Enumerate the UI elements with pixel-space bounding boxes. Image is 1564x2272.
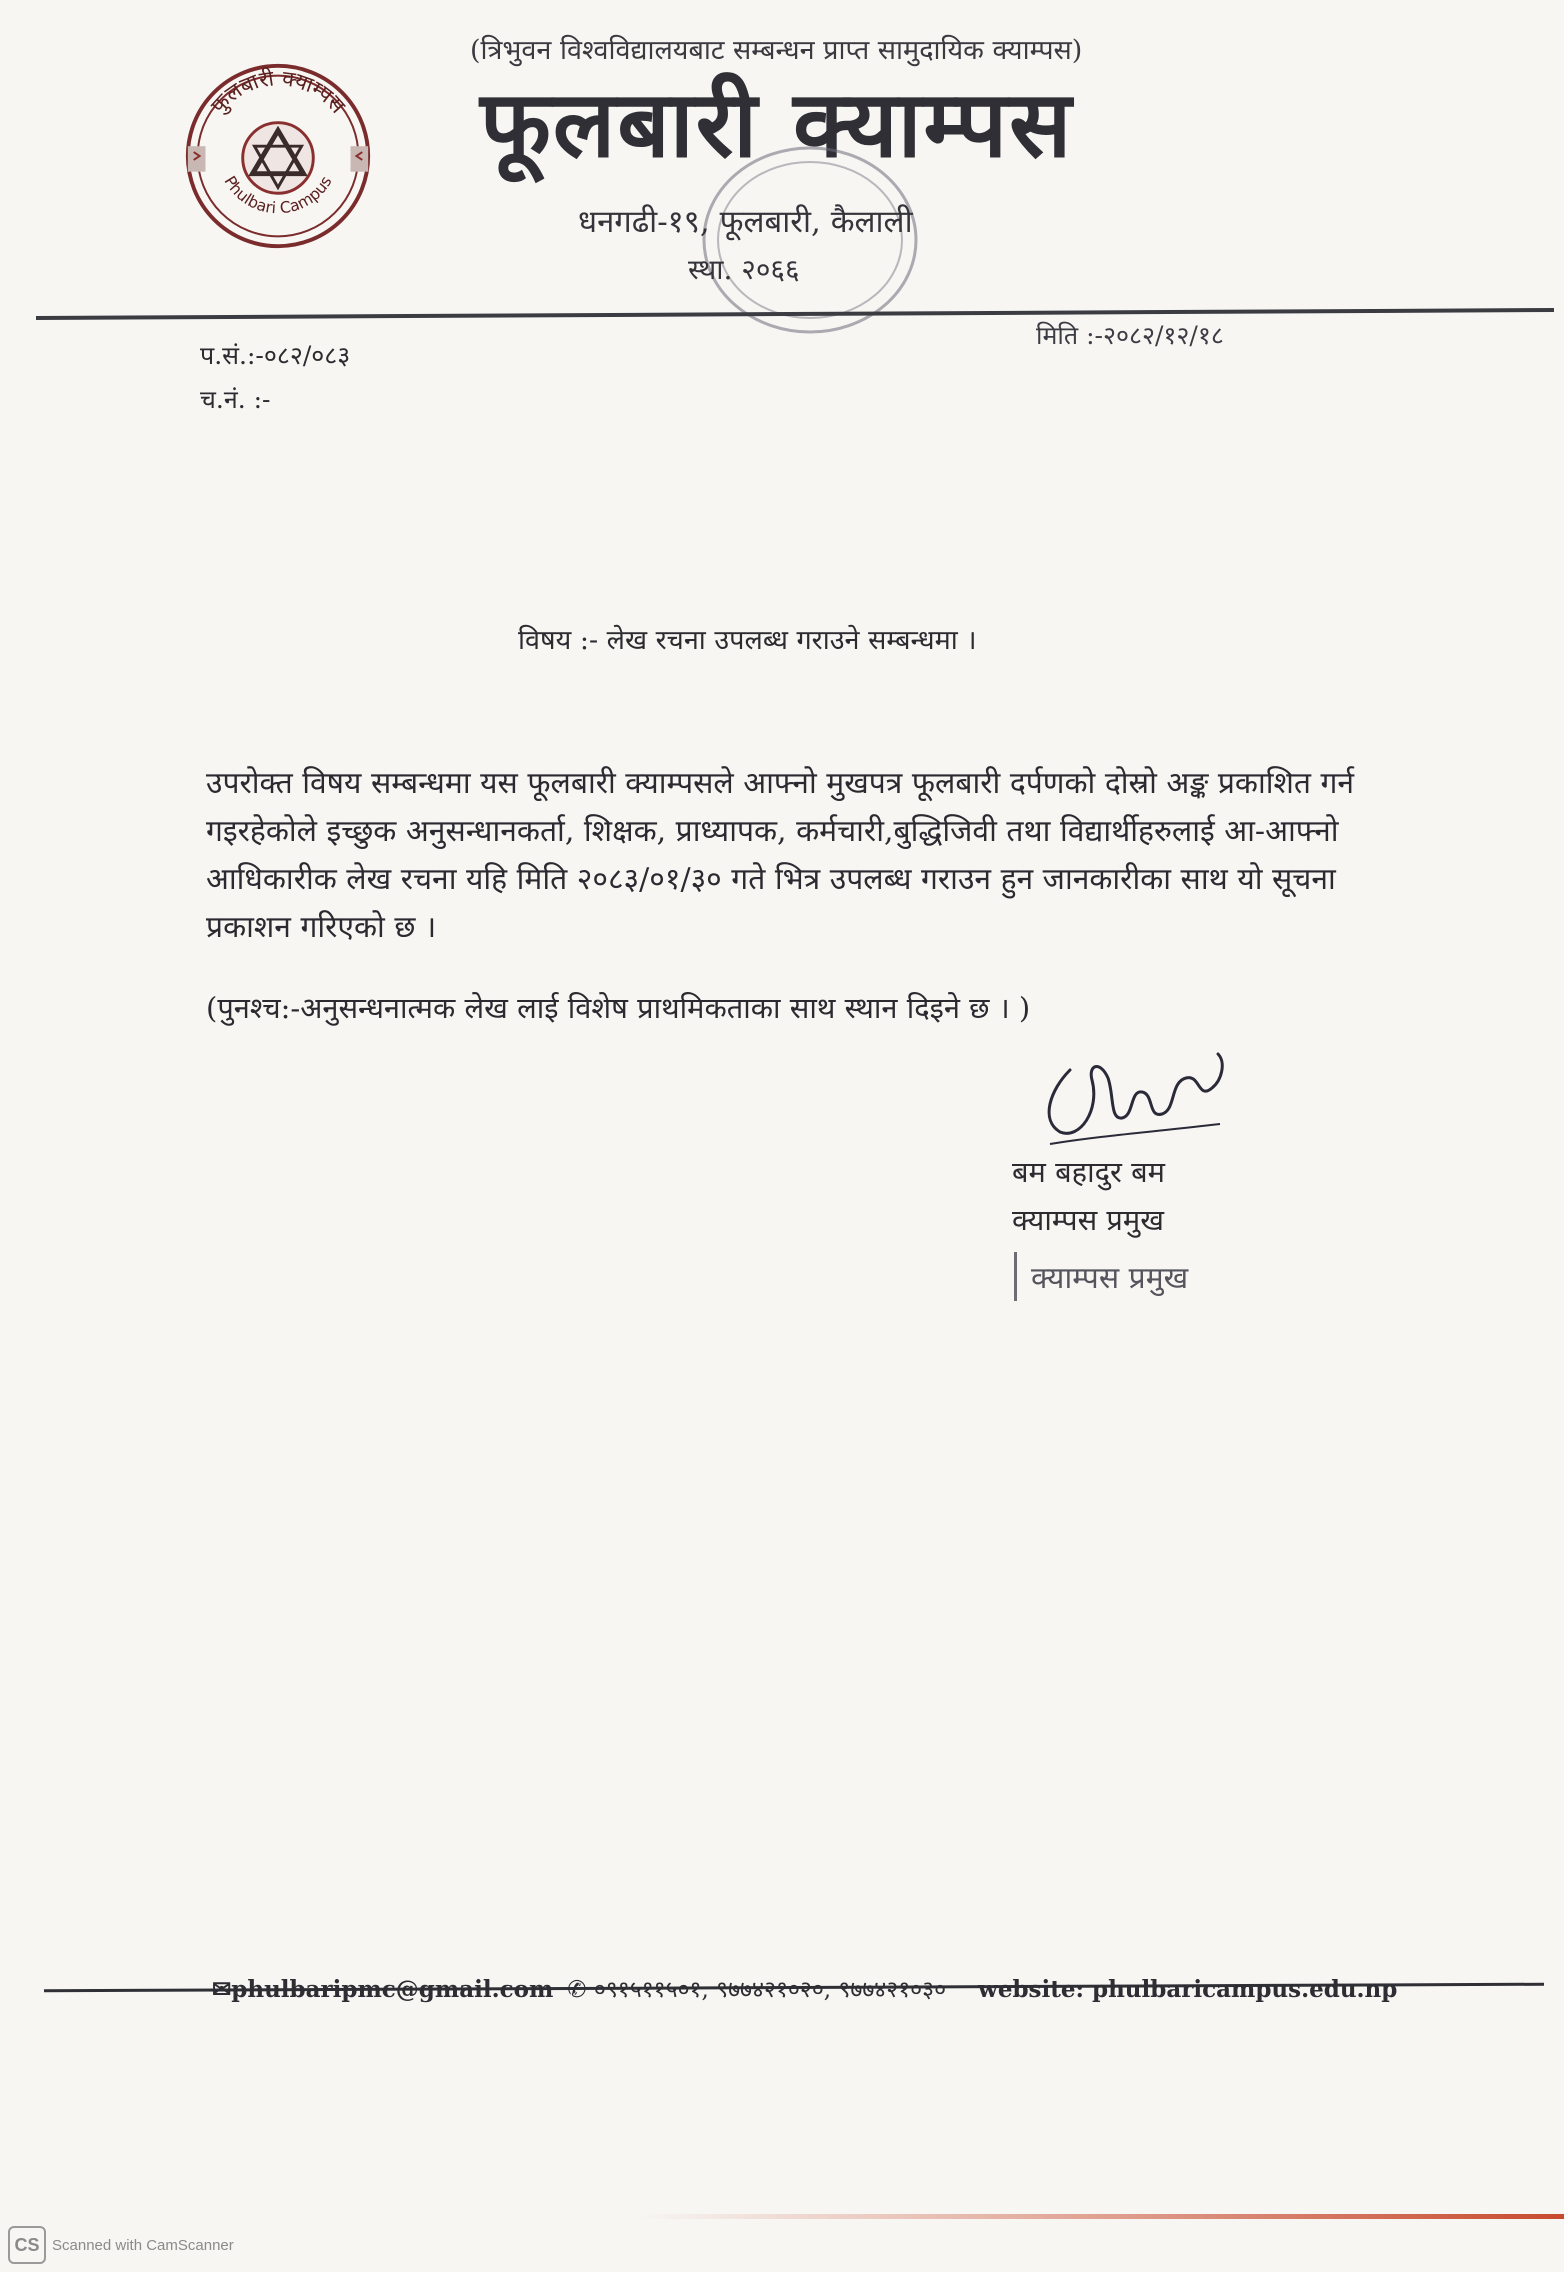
established-year: स्था. २०६६ [688,253,800,286]
svg-text:फुलबारी क्याम्पस: फुलबारी क्याम्पस [206,66,350,119]
campus-logo-icon [180,58,376,254]
dispatch-number: च.नं. :- [200,385,271,414]
footer-contact [212,1972,1398,2004]
letter-date: मिति :-२०८२/१२/१८ [1036,321,1224,350]
footer-email: ✉phulbaripmc@gmail.com [212,1976,554,2003]
postscript-note: (पुनश्च:-अनुसन्धनात्मक लेख लाई विशेष प्राथमिकताका साथ स्थान दिइने छ । ) [206,991,1031,1025]
reference-number: प.सं.:-०८२/०८३ [200,341,351,370]
signature-icon [1030,1040,1240,1150]
svg-text:Phulbari Campus: Phulbari Campus [220,172,336,218]
scanner-watermark-text: Scanned with CamScanner [52,2236,234,2254]
affiliation-line: (त्रिभुवन विश्वविद्यालयबाट सम्बन्धन प्राप्त सामुदायिक क्याम्पस) [470,35,1083,66]
signatory-name: बम बहादुर बम [1012,1155,1165,1189]
scan-edge-mark [640,2214,1564,2219]
campus-name-heading: फूलबारी क्याम्पस [480,70,1074,178]
notice-body: उपरोक्त विषय सम्बन्धमा यस फूलबारी क्याम्पसले आफ्नो मुखपत्र फूलबारी दर्पणको दोस्रो अङ्क प्रकाशित गर्न गइरहेकोले इच्छुक अनुसन्धानकर्ता, शिक्षक, प्राध्यापक, कर्मचारी,बुद्धिजिवी तथा विद्यार्थीहरुलाई आ-आफ्नो आधिकारीक लेख रचना यहि मिति २०८३/०१/३० गते भित्र उपलब्ध गराउन हुन जानकारीका साथ यो सूचना प्रकाशन गरिएको छ । [206,766,1355,945]
designation-stamp: क्याम्पस प्रमुख [1014,1252,1198,1301]
footer-phone: ✆ ०९१५११५०१, ९७७४२१०२०, ९७७४२१०३० [567,1977,947,2003]
scanner-watermark [8,2226,234,2264]
campus-address: धनगढी-१९, फूलबारी, कैलाली [578,204,913,240]
camscanner-logo-icon: CS [8,2226,46,2264]
footer-website: website: phulbaricampus.edu.np [978,1976,1398,2003]
signatory-title: क्याम्पस प्रमुख [1012,1203,1164,1237]
subject-line: विषय :- लेख रचना उपलब्ध गराउने सम्बन्धमा । [518,625,977,656]
